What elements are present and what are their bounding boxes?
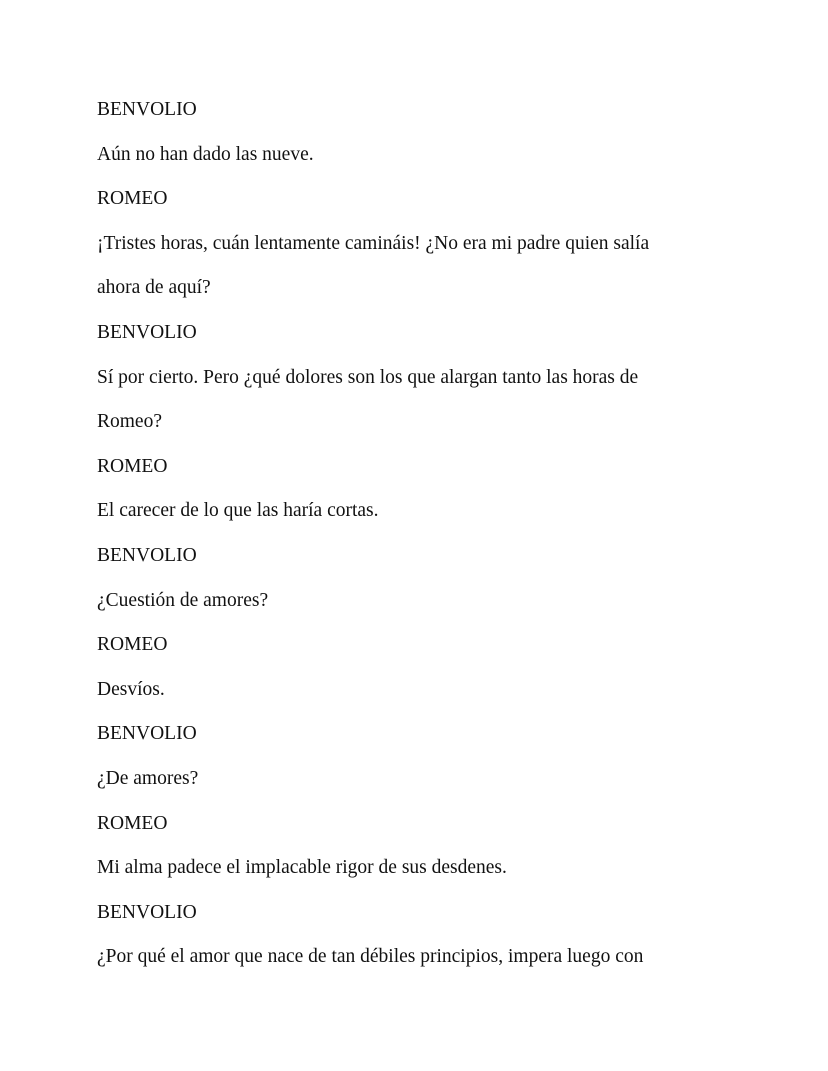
dialogue-line: Sí por cierto. Pero ¿qué dolores son los que alargan tanto las horas de bbox=[97, 366, 639, 388]
speaker-name: ROMEO bbox=[97, 455, 168, 477]
dialogue-line: Desvíos. bbox=[97, 678, 165, 700]
speaker-name: BENVOLIO bbox=[97, 901, 197, 923]
dialogue-line: El carecer de lo que las haría cortas. bbox=[97, 500, 379, 522]
speaker-name: ROMEO bbox=[97, 188, 168, 210]
dialogue-line: ¡Tristes horas, cuán lentamente camináis! ¿No era mi padre quien salía bbox=[97, 232, 650, 254]
dialogue-line: ¿Cuestión de amores? bbox=[97, 589, 269, 611]
dialogue-line: ¿Por qué el amor que nace de tan débiles principios, impera luego con bbox=[97, 946, 644, 968]
speaker-name: ROMEO bbox=[97, 634, 168, 656]
dialogue-line: Aún no han dado las nueve. bbox=[97, 143, 314, 165]
dialogue-line: Romeo? bbox=[97, 411, 162, 433]
dialogue-line: ahora de aquí? bbox=[97, 277, 211, 299]
speaker-name: BENVOLIO bbox=[97, 723, 197, 745]
speaker-name: BENVOLIO bbox=[97, 99, 197, 120]
document-page bbox=[97, 88, 737, 980]
dialogue-line: ¿De amores? bbox=[97, 767, 199, 789]
speaker-name: BENVOLIO bbox=[97, 321, 197, 343]
speaker-name: ROMEO bbox=[97, 812, 168, 834]
dialogue-line: Mi alma padece el implacable rigor de sus desdenes. bbox=[97, 857, 507, 879]
speaker-name: BENVOLIO bbox=[97, 544, 197, 566]
